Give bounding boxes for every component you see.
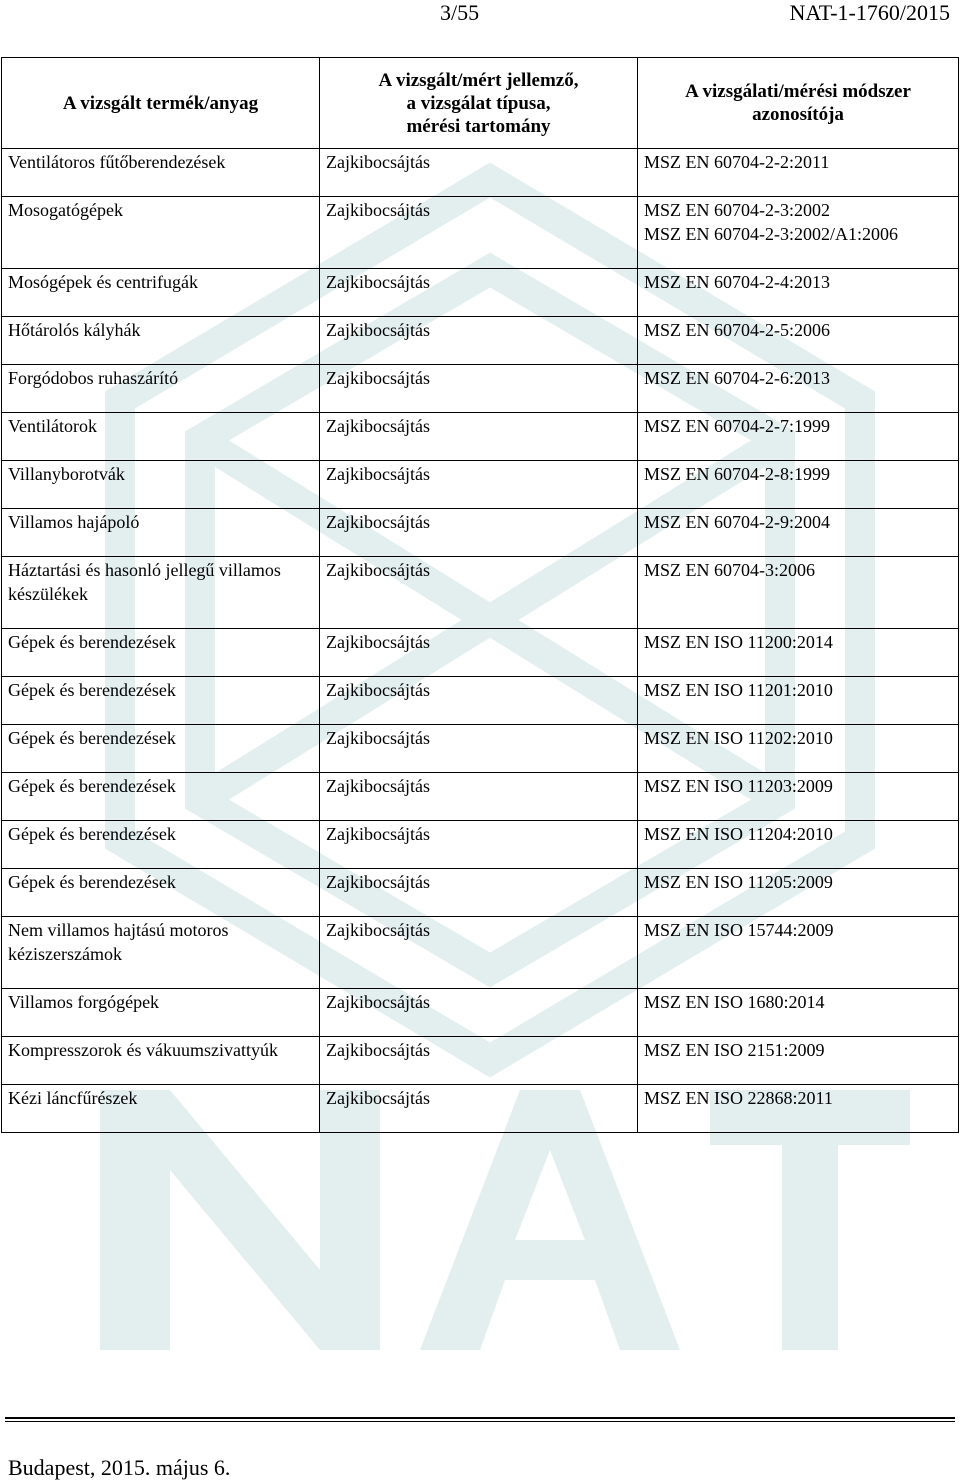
method-cell: MSZ EN 60704-2-2:2011 bbox=[638, 149, 959, 197]
page-header bbox=[0, 0, 960, 40]
product-cell: Gépek és berendezések bbox=[2, 677, 320, 725]
product-cell: Villamos hajápoló bbox=[2, 509, 320, 557]
table-row bbox=[2, 773, 959, 821]
property-cell: Zajkibocsájtás bbox=[320, 557, 638, 629]
table-row bbox=[2, 365, 959, 413]
table-row bbox=[2, 197, 959, 269]
method-cell: MSZ EN 60704-2-7:1999 bbox=[638, 413, 959, 461]
product-cell: Gépek és berendezések bbox=[2, 821, 320, 869]
product-cell: Kézi láncfűrészek bbox=[2, 1085, 320, 1133]
product-cell: Ventilátoros fűtőberendezések bbox=[2, 149, 320, 197]
table-row bbox=[2, 821, 959, 869]
table-row bbox=[2, 317, 959, 365]
table-row bbox=[2, 677, 959, 725]
product-cell: Gépek és berendezések bbox=[2, 773, 320, 821]
table-header-row bbox=[2, 58, 959, 149]
table-row bbox=[2, 461, 959, 509]
table-row bbox=[2, 557, 959, 629]
method-cell: MSZ EN 60704-2-9:2004 bbox=[638, 509, 959, 557]
property-cell: Zajkibocsájtás bbox=[320, 149, 638, 197]
table-row bbox=[2, 1037, 959, 1085]
column-header-product: A vizsgált termék/anyag bbox=[2, 58, 320, 149]
column-header-property: A vizsgált/mért jellemző, a vizsgálat típusa, mérési tartomány bbox=[320, 58, 638, 149]
method-cell: MSZ EN 60704-2-5:2006 bbox=[638, 317, 959, 365]
property-cell: Zajkibocsájtás bbox=[320, 317, 638, 365]
property-cell: Zajkibocsájtás bbox=[320, 413, 638, 461]
property-cell: Zajkibocsájtás bbox=[320, 365, 638, 413]
method-cell: MSZ EN ISO 15744:2009 bbox=[638, 917, 959, 989]
product-cell: Forgódobos ruhaszárító bbox=[2, 365, 320, 413]
method-cell: MSZ EN ISO 11204:2010 bbox=[638, 821, 959, 869]
method-cell: MSZ EN ISO 11202:2010 bbox=[638, 725, 959, 773]
product-cell: Gépek és berendezések bbox=[2, 629, 320, 677]
product-cell: Villamos forgógépek bbox=[2, 989, 320, 1037]
table-row bbox=[2, 413, 959, 461]
page-number: 3/55 bbox=[440, 0, 480, 25]
property-cell: Zajkibocsájtás bbox=[320, 773, 638, 821]
table-row bbox=[2, 869, 959, 917]
property-cell: Zajkibocsájtás bbox=[320, 677, 638, 725]
table-row bbox=[2, 269, 959, 317]
table-row bbox=[2, 629, 959, 677]
method-cell: MSZ EN ISO 2151:2009 bbox=[638, 1037, 959, 1085]
property-cell: Zajkibocsájtás bbox=[320, 869, 638, 917]
property-cell: Zajkibocsájtás bbox=[320, 1085, 638, 1133]
table-row bbox=[2, 725, 959, 773]
method-cell: MSZ EN 60704-2-6:2013 bbox=[638, 365, 959, 413]
footer-divider-thin bbox=[5, 1421, 955, 1422]
table-row bbox=[2, 149, 959, 197]
table-row bbox=[2, 917, 959, 989]
product-cell: Mosógépek és centrifugák bbox=[2, 269, 320, 317]
property-cell: Zajkibocsájtás bbox=[320, 629, 638, 677]
method-cell: MSZ EN ISO 11203:2009 bbox=[638, 773, 959, 821]
footer-divider bbox=[5, 1417, 955, 1419]
accreditation-table bbox=[1, 57, 959, 1133]
method-cell: MSZ EN ISO 22868:2011 bbox=[638, 1085, 959, 1133]
method-cell: MSZ EN 60704-2-8:1999 bbox=[638, 461, 959, 509]
method-cell: MSZ EN ISO 11205:2009 bbox=[638, 869, 959, 917]
table-row bbox=[2, 1085, 959, 1133]
property-cell: Zajkibocsájtás bbox=[320, 461, 638, 509]
method-cell: MSZ EN ISO 11201:2010 bbox=[638, 677, 959, 725]
product-cell: Ventilátorok bbox=[2, 413, 320, 461]
property-cell: Zajkibocsájtás bbox=[320, 1037, 638, 1085]
product-cell: Nem villamos hajtású motoros kéziszerszámok bbox=[2, 917, 320, 989]
product-cell: Hőtárolós kályhák bbox=[2, 317, 320, 365]
product-cell: Villanyborotvák bbox=[2, 461, 320, 509]
method-cell: MSZ EN 60704-2-4:2013 bbox=[638, 269, 959, 317]
product-cell: Gépek és berendezések bbox=[2, 869, 320, 917]
table-row bbox=[2, 989, 959, 1037]
document-id: NAT-1-1760/2015 bbox=[789, 0, 950, 25]
method-cell: MSZ EN ISO 11200:2014 bbox=[638, 629, 959, 677]
property-cell: Zajkibocsájtás bbox=[320, 917, 638, 989]
method-cell: MSZ EN 60704-3:2006 bbox=[638, 557, 959, 629]
property-cell: Zajkibocsájtás bbox=[320, 269, 638, 317]
column-header-method: A vizsgálati/mérési módszer azonosítója bbox=[638, 58, 959, 149]
table-row bbox=[2, 509, 959, 557]
method-cell: MSZ EN ISO 1680:2014 bbox=[638, 989, 959, 1037]
property-cell: Zajkibocsájtás bbox=[320, 509, 638, 557]
property-cell: Zajkibocsájtás bbox=[320, 197, 638, 269]
product-cell: Háztartási és hasonló jellegű villamos készülékek bbox=[2, 557, 320, 629]
product-cell: Mosogatógépek bbox=[2, 197, 320, 269]
property-cell: Zajkibocsájtás bbox=[320, 989, 638, 1037]
property-cell: Zajkibocsájtás bbox=[320, 725, 638, 773]
product-cell: Kompresszorok és vákuumszivattyúk bbox=[2, 1037, 320, 1085]
method-cell: MSZ EN 60704-2-3:2002 MSZ EN 60704-2-3:2002/A1:2006 bbox=[638, 197, 959, 269]
property-cell: Zajkibocsájtás bbox=[320, 821, 638, 869]
product-cell: Gépek és berendezések bbox=[2, 725, 320, 773]
footer-date: Budapest, 2015. május 6. bbox=[8, 1455, 231, 1480]
